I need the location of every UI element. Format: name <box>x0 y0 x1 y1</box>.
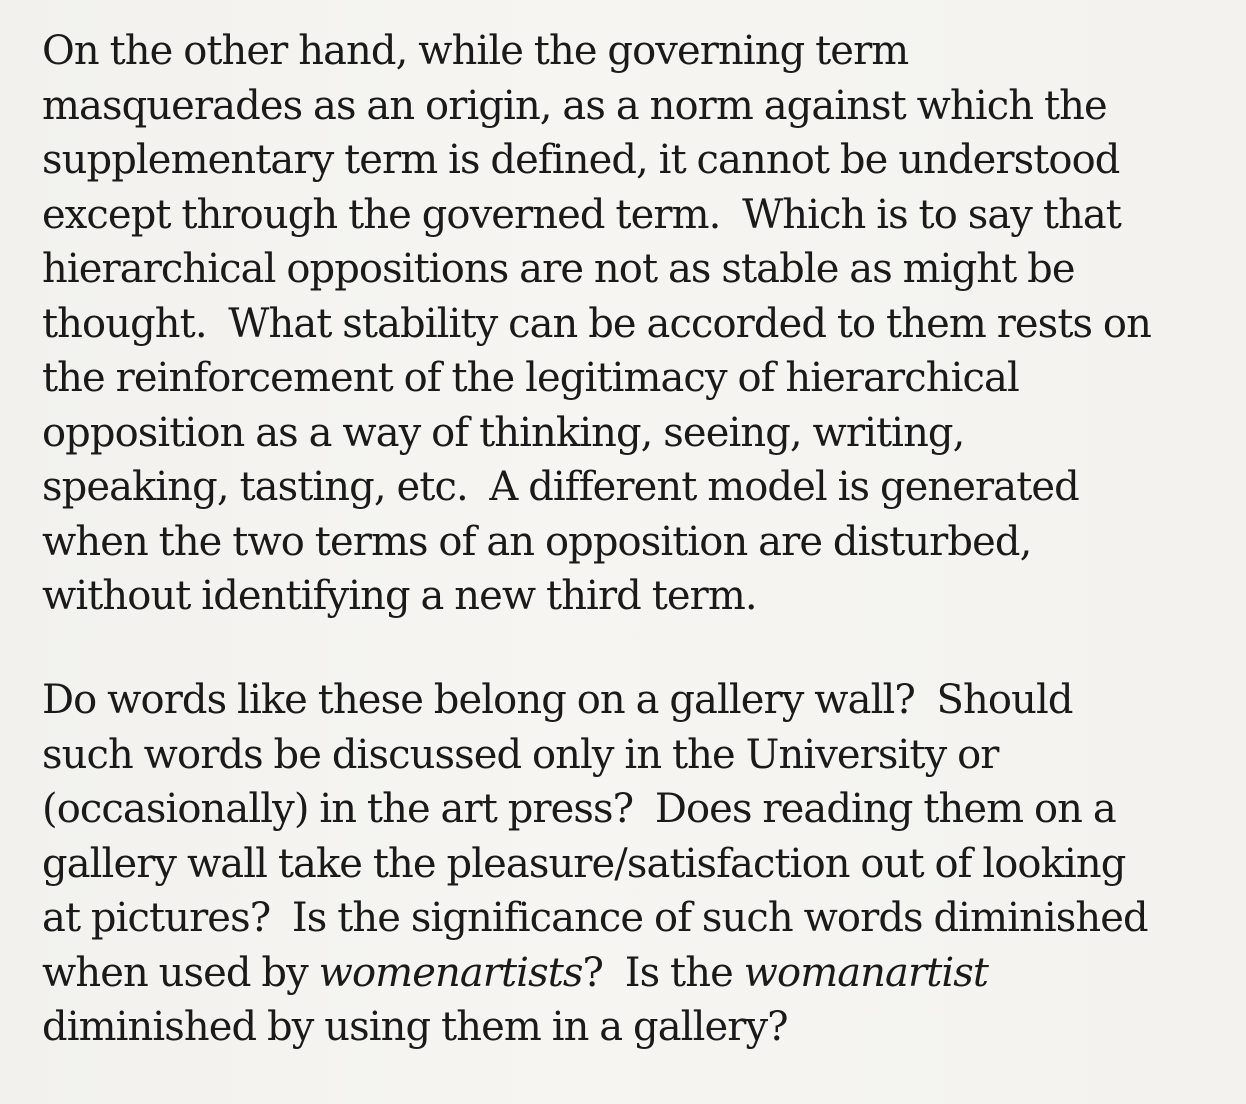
paragraph-2-line-4: gallery wall take the pleasure/satisfaction out of looking <box>42 840 1126 887</box>
paragraph-1-line-6: thought. What stability can be accorded to them rests on <box>42 300 1151 347</box>
paragraph-2-line-5: at pictures? Is the significance of such words diminished <box>42 895 1148 941</box>
paragraph-1-line-7: the reinforcement of the legitimacy of hierarchical <box>42 355 1019 401</box>
paragraph-1 <box>42 24 1151 624</box>
paragraph-1-line-1: On the other hand, while the governing term <box>42 28 909 74</box>
line-6-text-middle: ? Is the <box>582 949 744 996</box>
paragraph-1-line-4: except through the governed term. Which is to say that <box>42 191 1121 238</box>
paragraph-2-line-3: (occasionally) in the art press? Does reading them on a <box>42 786 1116 832</box>
italic-term-womenartists: womenartists <box>318 949 583 996</box>
paragraph-1-line-9: speaking, tasting, etc. A different model is generated <box>42 464 1079 510</box>
paragraph-1-line-3: supplementary term is defined, it cannot be understood <box>42 137 1120 183</box>
paragraph-1-line-2: masquerades as an origin, as a norm against which the <box>42 82 1107 129</box>
paragraph-1-line-5: hierarchical oppositions are not as stable as might be <box>42 246 1075 292</box>
paragraph-1-line-10: when the two terms of an opposition are disturbed, <box>42 518 1032 565</box>
paragraph-2-line-2: such words be discussed only in the University or <box>42 731 999 778</box>
italic-term-womanartist: womanartist <box>743 949 989 996</box>
paragraph-2 <box>42 673 1148 1055</box>
paragraph-2-line-6 <box>42 946 1148 1001</box>
paragraph-2-line-7: diminished by using them in a gallery? <box>42 1004 788 1050</box>
paragraph-1-line-8: opposition as a way of thinking, seeing, writing, <box>42 409 965 456</box>
paragraph-2-line-1: Do words like these belong on a gallery wall? Should <box>42 677 1073 723</box>
paragraph-1-line-11: without identifying a new third term. <box>42 573 757 619</box>
line-6-text-before: when used by <box>42 949 319 996</box>
